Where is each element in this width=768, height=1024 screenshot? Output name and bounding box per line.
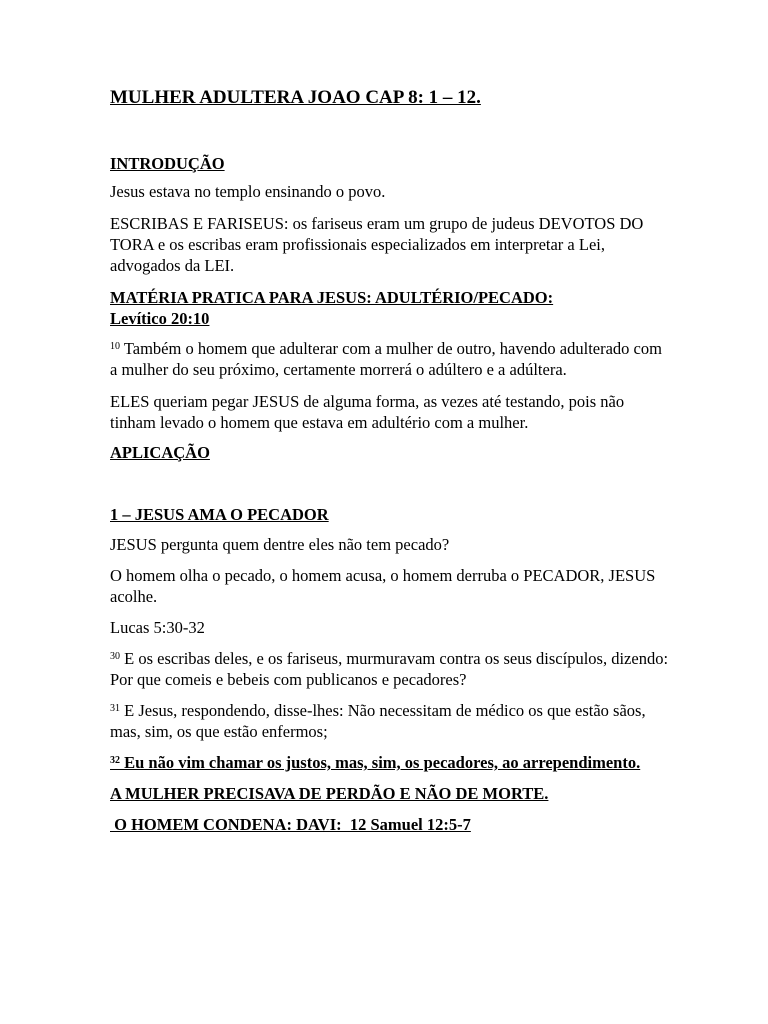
verse-number: 32	[110, 755, 120, 766]
mulher-heading: A MULHER PRECISAVA DE PERDÃO E NÃO DE MORTE.	[110, 784, 549, 803]
point1-paragraph-2: O homem olha o pecado, o homem acusa, o homem derruba o PECADOR, JESUS acolhe.	[110, 566, 656, 606]
verse-text: Também o homem que adulterar com a mulher de outro, havendo adulterado com a mulher do seu próximo, certamente morrerá o adúltero e a adúltera.	[110, 339, 662, 379]
eles-paragraph: ELES queriam pegar JESUS de alguma forma, as vezes até testando, pois não tinham levado o homem que estava em adultério com a mulher.	[110, 392, 625, 432]
lucas-verse-32	[110, 752, 670, 773]
verse-number: 10	[110, 341, 120, 352]
intro-paragraph-2: ESCRIBAS E FARISEUS: os fariseus eram um grupo de judeus DEVOTOS DO TORA e os escribas eram profissionais especializados em interpretar a Lei, advogados da LEI.	[110, 214, 644, 275]
lucas-verse-31	[110, 700, 670, 742]
lucas-verse-30	[110, 648, 670, 690]
aplicacao-heading: APLICAÇÃO	[110, 443, 210, 462]
verse-text: E Jesus, respondendo, disse-lhes: Não necessitam de médico os que estão sãos, mas, sim, os que estão enfermos;	[110, 701, 646, 741]
materia-heading-line1: MATÉRIA PRATICA PARA JESUS: ADULTÉRIO/PECADO:	[110, 288, 554, 307]
lucas-reference: Lucas 5:30-32	[110, 618, 205, 637]
materia-heading-line2: Levítico 20:10	[110, 309, 210, 328]
verse-text: E os escribas deles, e os fariseus, murmuravam contra os seus discípulos, dizendo: Por que comeis e bebeis com publicanos e pecadores?	[110, 649, 669, 689]
homem-heading: O HOMEM CONDENA: DAVI: 12 Samuel 12:5-7	[110, 815, 471, 834]
point1-paragraph-1: JESUS pergunta quem dentre eles não tem pecado?	[110, 535, 450, 554]
leviticus-verse	[110, 338, 670, 380]
intro-paragraph-1: Jesus estava no templo ensinando o povo.	[110, 182, 386, 201]
document-page	[110, 86, 670, 835]
document-title: MULHER ADULTERA JOAO CAP 8: 1 – 12.	[110, 87, 481, 108]
verse-number: 30	[110, 651, 120, 662]
point1-heading: 1 – JESUS AMA O PECADOR	[110, 505, 329, 524]
intro-heading: INTRODUÇÃO	[110, 154, 225, 173]
materia-heading	[110, 287, 670, 329]
verse-number: 31	[110, 703, 120, 714]
verse-text: Eu não vim chamar os justos, mas, sim, os pecadores, ao arrependimento.	[120, 753, 641, 772]
